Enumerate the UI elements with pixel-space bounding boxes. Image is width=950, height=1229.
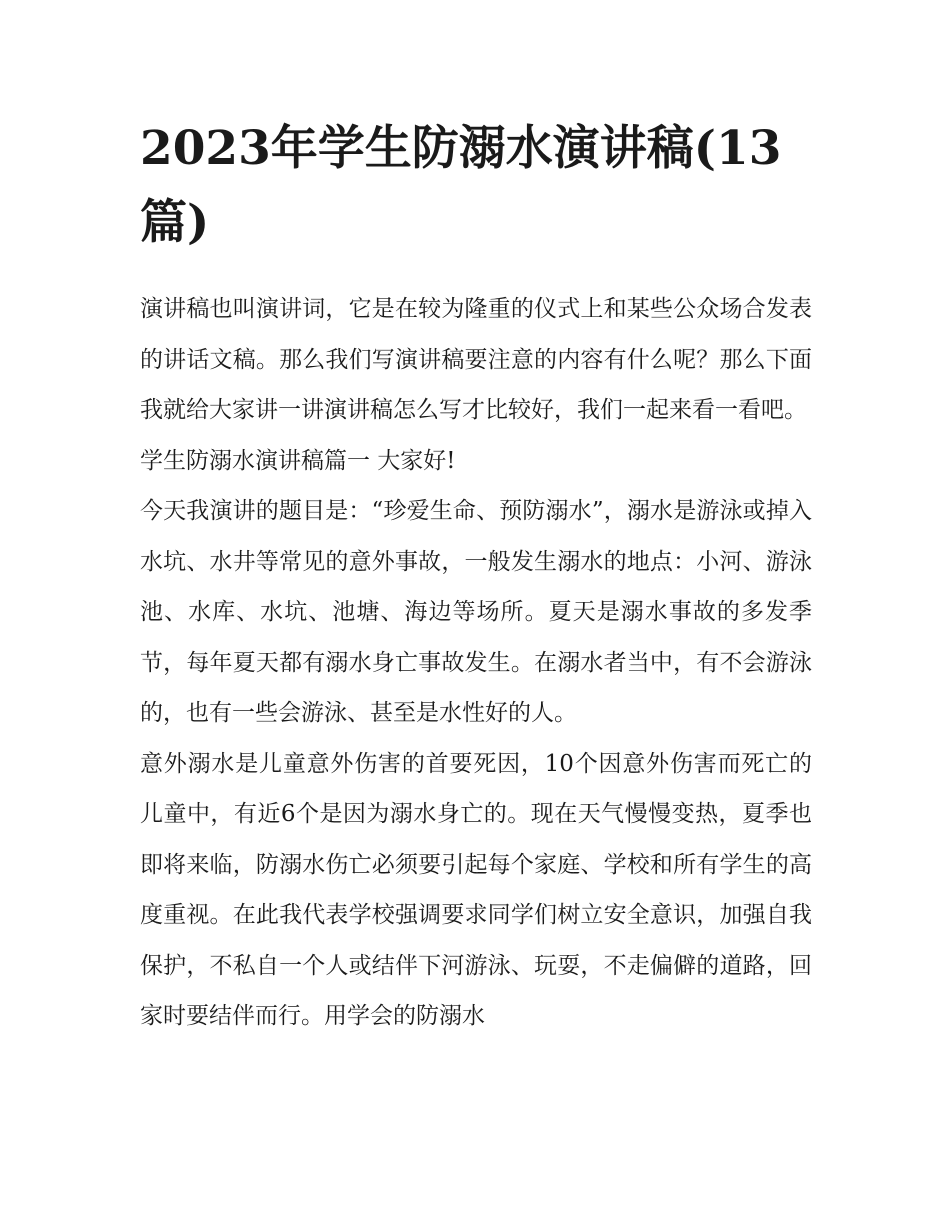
paragraph-body-1: 今天我演讲的题目是：“珍爱生命、预防溺水”，溺水是游泳或掉入水坑、水井等常见的意外事故，一般发生溺水的地点：小河、游泳池、水库、水坑、池塘、海边等场所。夏天是溺水事故的多发季节，每年夏天都有溺水身亡事故发生。在溺水者当中，有不会游泳的，也有一些会游泳、甚至是水性好的人。 (140, 498, 812, 726)
document-title: 2023年学生防溺水演讲稿(13篇) (140, 121, 782, 250)
paragraph-intro: 演讲稿也叫演讲词，它是在较为隆重的仪式上和某些公众场合发表的讲话文稿。那么我们写演讲稿要注意的内容有什么呢？那么下面我就给大家讲一讲演讲稿怎么写才比较好，我们一起来看一看吧。 (140, 296, 812, 423)
document-page (140, 112, 812, 1042)
paragraph-body-2: 意外溺水是儿童意外伤害的首要死因，10个因意外伤害而死亡的儿童中，有近6个是因为溺水身亡的。现在天气慢慢变热，夏季也即将来临，防溺水伤亡必须要引起每个家庭、学校和所有学生的高度重视。在此我代表学校强调要求同学们树立安全意识，加强自我保护，不私自一个人或结伴下河游泳、玩耍，不走偏僻的道路，回家时要结伴而行。用学会的防溺水 (140, 750, 812, 1029)
paragraph-section-heading: 学生防溺水演讲稿篇一 大家好! (140, 447, 456, 474)
